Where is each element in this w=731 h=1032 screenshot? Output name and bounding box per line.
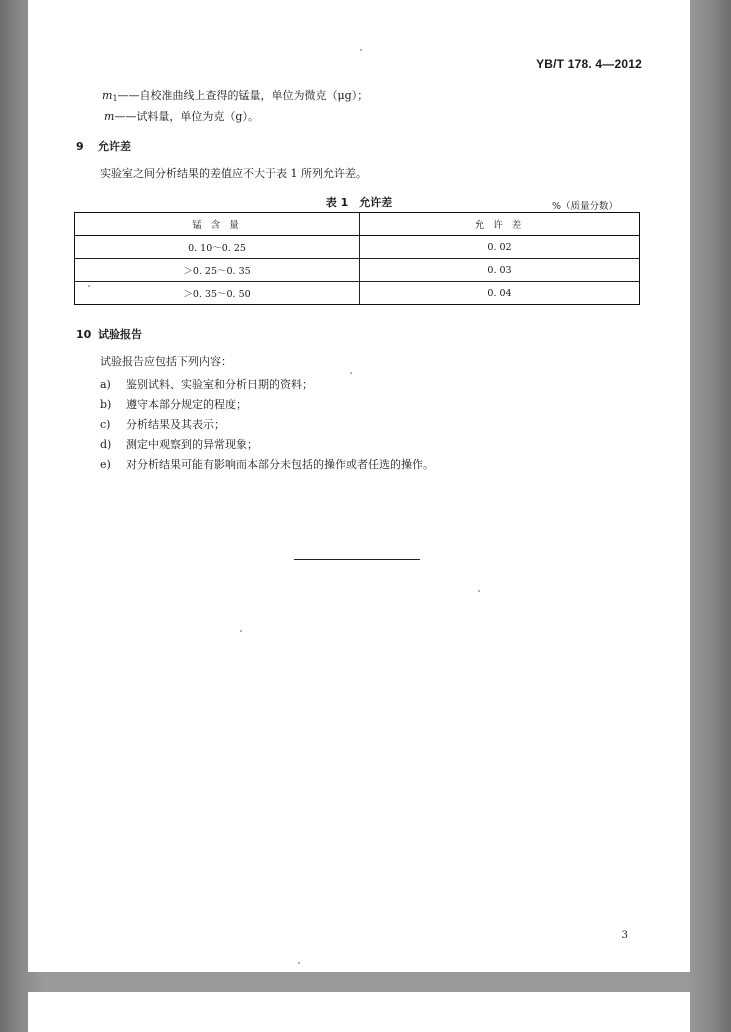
section-title: 试验报告 xyxy=(98,328,142,341)
variable-description: ——试料量，单位为克（g）。 xyxy=(114,110,259,123)
table-header-tolerance: 允 许 差 xyxy=(360,213,640,236)
list-text: 对分析结果可能有影响而本部分未包括的操作或者任选的操作。 xyxy=(126,458,434,471)
list-marker: d) xyxy=(100,438,112,451)
table-unit: %（质量分数） xyxy=(551,201,618,212)
table-cell-range: ＞0. 25～0. 35 xyxy=(75,259,360,282)
variable-description: ——自校准曲线上查得的锰量，单位为微克（μg）； xyxy=(117,89,369,102)
list-item xyxy=(100,456,434,472)
list-item xyxy=(100,436,258,452)
scan-speck xyxy=(240,630,242,632)
section-heading-9 xyxy=(76,138,131,154)
list-text: 测定中观察到的异常现象； xyxy=(126,438,258,451)
scan-speck xyxy=(88,285,90,287)
section-number: 9 xyxy=(76,140,84,153)
scan-speck xyxy=(360,49,362,51)
section-number: 10 xyxy=(76,328,92,341)
variable-symbol: m xyxy=(102,89,113,102)
list-marker: c) xyxy=(100,418,111,431)
table-cell-range: 0. 10～0. 25 xyxy=(75,236,360,259)
table-header-manganese-content: 锰 含 量 xyxy=(75,213,360,236)
table-header-row xyxy=(75,213,640,236)
table-cell-tolerance: 0. 02 xyxy=(360,236,640,259)
standard-code: YB/T 178. 4—2012 xyxy=(536,57,642,71)
tolerance-table xyxy=(74,212,640,305)
scan-speck xyxy=(478,590,480,592)
table-cell-tolerance: 0. 03 xyxy=(360,259,640,282)
section-title: 允许差 xyxy=(98,140,131,153)
scan-speck xyxy=(298,962,300,964)
table-row xyxy=(75,282,640,305)
list-text: 鉴别试料、实验室和分析日期的资料； xyxy=(126,378,313,391)
table-row xyxy=(75,236,640,259)
section-10-intro: 试验报告应包括下列内容： xyxy=(100,355,232,368)
section-heading-10 xyxy=(76,326,142,342)
table-row xyxy=(75,259,640,282)
document-page xyxy=(28,0,690,972)
list-text: 遵守本部分规定的程度； xyxy=(126,398,247,411)
variable-definition-m1 xyxy=(102,89,368,106)
next-page-edge xyxy=(28,992,690,1032)
list-item xyxy=(100,416,225,432)
end-of-document-rule xyxy=(294,559,420,560)
variable-subscript: 1 xyxy=(112,94,118,103)
page-number: 3 xyxy=(621,930,628,941)
table-cell-range: ＞0. 35～0. 50 xyxy=(75,282,360,305)
variable-symbol: m xyxy=(104,110,115,123)
list-item xyxy=(100,396,247,412)
section-9-paragraph: 实验室之间分析结果的差值应不大于表 1 所列允许差。 xyxy=(100,167,367,180)
list-item xyxy=(100,376,313,392)
table-cell-tolerance: 0. 04 xyxy=(360,282,640,305)
list-marker: a) xyxy=(100,378,111,391)
table-caption: 表 1 允许差 xyxy=(325,196,393,209)
list-text: 分析结果及其表示； xyxy=(126,418,225,431)
scan-speck xyxy=(350,372,352,374)
list-marker: b) xyxy=(100,398,112,411)
variable-definition-m xyxy=(104,110,259,127)
list-marker: e) xyxy=(100,458,111,471)
